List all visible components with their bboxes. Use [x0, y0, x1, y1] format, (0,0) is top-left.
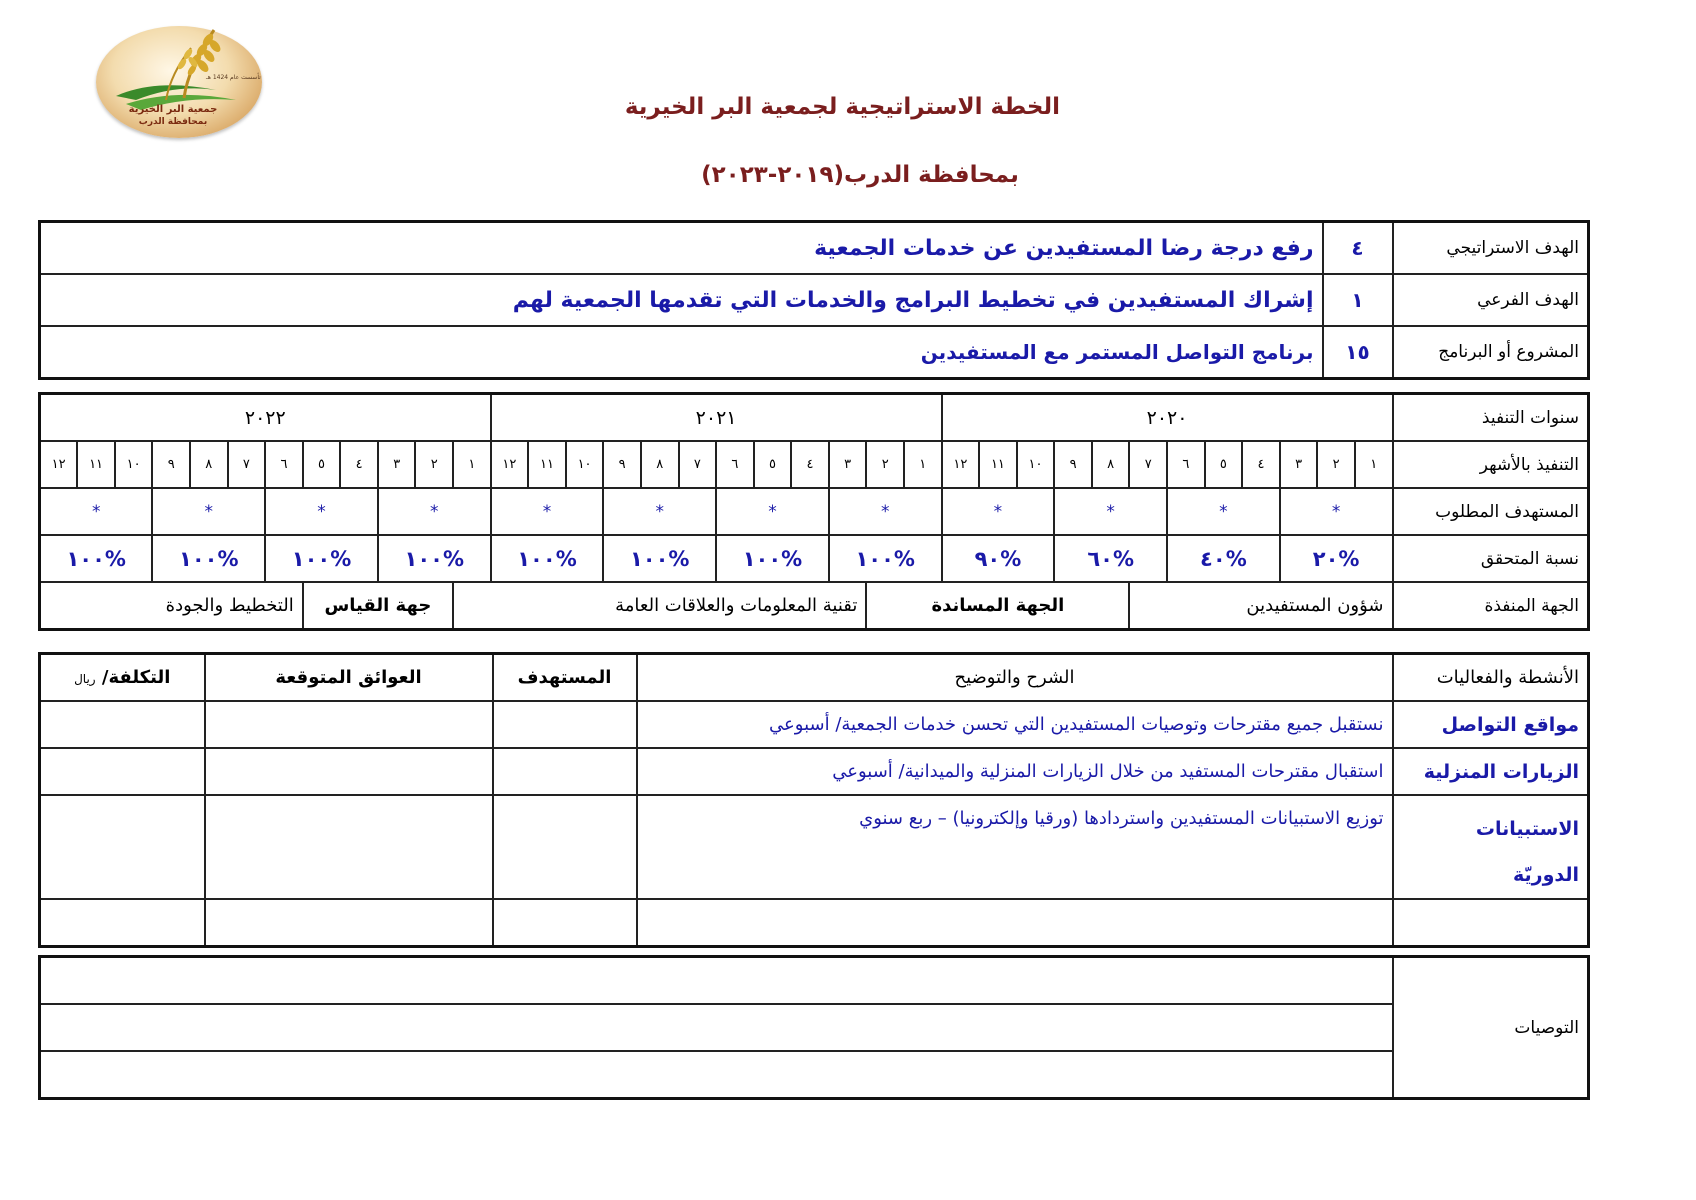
- target-mark: *: [603, 488, 716, 535]
- logo: [96, 18, 262, 140]
- month-cell: ١: [1355, 441, 1393, 488]
- month-cell: ١٢: [942, 441, 980, 488]
- years-row: [40, 394, 1589, 442]
- activity-row: [40, 701, 1589, 748]
- measure-value: التخطيط والجودة: [40, 582, 303, 630]
- support-value: تقنية المعلومات والعلاقات العامة: [453, 582, 866, 630]
- month-cell: ١٠: [115, 441, 153, 488]
- activity-cost: [40, 748, 205, 795]
- activity-target: [493, 701, 637, 748]
- month-cell: ١٢: [491, 441, 529, 488]
- activities-table: [38, 652, 1590, 948]
- month-cell: ٤: [340, 441, 378, 488]
- achieved-percent: %٩٠: [942, 535, 1055, 582]
- strategic-goal-number: ٤: [1323, 222, 1393, 275]
- project-row: [40, 326, 1589, 379]
- executor-value: شؤون المستفيدين: [1129, 582, 1392, 630]
- target-label: المستهدف المطلوب: [1393, 488, 1589, 535]
- month-cell: ٧: [228, 441, 266, 488]
- target-mark: *: [265, 488, 378, 535]
- cost-unit: ريال: [74, 672, 96, 686]
- month-cell: ٥: [303, 441, 341, 488]
- strategic-goal-text: رفع درجة رضا المستفيدين عن خدمات الجمعية: [40, 222, 1323, 275]
- month-cell: ٨: [641, 441, 679, 488]
- goals-table: [38, 220, 1590, 380]
- activity-obstacles: [205, 701, 493, 748]
- sub-goal-number: ١: [1323, 274, 1393, 326]
- page-subtitle: بمحافظة الدرب(٢٠١٩-٢٠٢٣): [701, 162, 1019, 188]
- year-cell: ٢٠٢١: [491, 394, 942, 442]
- activity-row: [40, 748, 1589, 795]
- target-mark: *: [942, 488, 1055, 535]
- strategic-goal-row: [40, 222, 1589, 275]
- activity-row: [40, 795, 1589, 899]
- month-cell: ١: [904, 441, 942, 488]
- month-cell: ٥: [754, 441, 792, 488]
- year-cell: ٢٠٢٢: [40, 394, 491, 442]
- month-cell: ١٢: [40, 441, 78, 488]
- activity-name-line2: الدوريّة: [1512, 864, 1579, 886]
- month-cell: ٦: [1167, 441, 1205, 488]
- measure-label: جهة القياس: [303, 582, 453, 630]
- responsibility-row: [40, 582, 1589, 630]
- target-mark: *: [1054, 488, 1167, 535]
- activity-desc: [637, 899, 1393, 947]
- achieved-percent: %١٠٠: [40, 535, 153, 582]
- explanation-header: الشرح والتوضيح: [637, 654, 1393, 702]
- month-cell: ٩: [152, 441, 190, 488]
- activity-target: [493, 795, 637, 899]
- month-cell: ٦: [265, 441, 303, 488]
- achieved-percent: %١٠٠: [378, 535, 491, 582]
- month-cell: ٩: [1054, 441, 1092, 488]
- achieved-percent: %١٠٠: [829, 535, 942, 582]
- activities-header: الأنشطة والفعاليات: [1393, 654, 1589, 702]
- achieved-percent: %٦٠: [1054, 535, 1167, 582]
- months-row: [40, 441, 1589, 488]
- achieved-percent: %١٠٠: [603, 535, 716, 582]
- obstacles-header: العوائق المتوقعة: [205, 654, 493, 702]
- activity-target: [493, 899, 637, 947]
- recommendation-line: [40, 957, 1393, 1005]
- activity-target: [493, 748, 637, 795]
- month-cell: ١: [453, 441, 491, 488]
- month-cell: ١١: [77, 441, 115, 488]
- target-mark: *: [716, 488, 829, 535]
- month-cell: ٣: [1280, 441, 1318, 488]
- month-cell: ١١: [528, 441, 566, 488]
- sub-goal-label: الهدف الفرعي: [1393, 274, 1589, 326]
- activity-name: الزيارات المنزلية: [1393, 748, 1589, 795]
- activity-name: [1393, 795, 1589, 899]
- target-mark: *: [152, 488, 265, 535]
- month-cell: ٣: [378, 441, 416, 488]
- achieved-percent: %٤٠: [1167, 535, 1280, 582]
- month-cell: ٧: [679, 441, 717, 488]
- activity-row-empty: [40, 899, 1589, 947]
- achieved-percent: %١٠٠: [152, 535, 265, 582]
- activity-obstacles: [205, 899, 493, 947]
- activity-desc: استقبال مقترحات المستفيد من خلال الزيارات المنزلية والميدانية/ أسبوعي: [637, 748, 1393, 795]
- cost-header: [40, 654, 205, 702]
- activity-name: [1393, 899, 1589, 947]
- month-cell: ٢: [866, 441, 904, 488]
- recommendation-line: [40, 1051, 1393, 1099]
- recommendation-line: [40, 1004, 1393, 1051]
- target-mark: *: [829, 488, 942, 535]
- month-cell: ١١: [979, 441, 1017, 488]
- recommendations-table: [38, 955, 1590, 1100]
- target-mark: *: [491, 488, 604, 535]
- target-mark: *: [1280, 488, 1393, 535]
- activity-name: مواقع التواصل: [1393, 701, 1589, 748]
- page-title: الخطة الاستراتيجية لجمعية البر الخيرية: [624, 94, 1060, 120]
- strategic-goal-label: الهدف الاستراتيجي: [1393, 222, 1589, 275]
- activity-cost: [40, 899, 205, 947]
- achieved-label: نسبة المتحقق: [1393, 535, 1589, 582]
- activity-cost: [40, 701, 205, 748]
- sub-goal-text: إشراك المستفيدين في تخطيط البرامج والخدمات التي تقدمها الجمعية لهم: [40, 274, 1323, 326]
- achieved-percent: %١٠٠: [491, 535, 604, 582]
- achieved-percent: %١٠٠: [716, 535, 829, 582]
- years-label: سنوات التنفيذ: [1393, 394, 1589, 442]
- year-cell: ٢٠٢٠: [942, 394, 1393, 442]
- logo-established: تأسست عام 1424 هـ: [206, 74, 261, 81]
- month-cell: ٨: [1092, 441, 1130, 488]
- achieved-row: [40, 535, 1589, 582]
- month-cell: ٥: [1205, 441, 1243, 488]
- cost-header-label: التكلفة/: [101, 667, 171, 688]
- achieved-percent: %١٠٠: [265, 535, 378, 582]
- sub-goal-row: [40, 274, 1589, 326]
- month-cell: ٨: [190, 441, 228, 488]
- activity-cost: [40, 795, 205, 899]
- target-mark: *: [378, 488, 491, 535]
- month-cell: ٤: [791, 441, 829, 488]
- month-cell: ٩: [603, 441, 641, 488]
- month-cell: ٣: [829, 441, 867, 488]
- target-mark: *: [40, 488, 153, 535]
- target-mark: *: [1167, 488, 1280, 535]
- month-cell: ١٠: [566, 441, 604, 488]
- month-cell: ١٠: [1017, 441, 1055, 488]
- project-label: المشروع أو البرنامج: [1393, 326, 1589, 379]
- target-row: [40, 488, 1589, 535]
- activity-desc: نستقبل جميع مقترحات وتوصيات المستفيدين التي تحسن خدمات الجمعية/ أسبوعي: [637, 701, 1393, 748]
- month-cell: ٤: [1242, 441, 1280, 488]
- recommendations-label: التوصيات: [1393, 957, 1589, 1099]
- months-label: التنفيذ بالأشهر: [1393, 441, 1589, 488]
- month-cell: ٧: [1129, 441, 1167, 488]
- activity-obstacles: [205, 748, 493, 795]
- logo-name-line2: بمحافظة الدرب: [138, 117, 208, 127]
- activity-obstacles: [205, 795, 493, 899]
- support-label: الجهة المساندة: [866, 582, 1129, 630]
- activity-name-line1: الاستبيانات: [1475, 818, 1579, 840]
- executor-label: الجهة المنفذة: [1393, 582, 1589, 630]
- month-cell: ٢: [1317, 441, 1355, 488]
- month-cell: ٦: [716, 441, 754, 488]
- project-text: برنامج التواصل المستمر مع المستفيدين: [40, 326, 1323, 379]
- activity-desc: توزيع الاستبيانات المستفيدين واستردادها (ورقيا وإلكترونيا) – ربع سنوي: [637, 795, 1393, 899]
- schedule-table: [38, 392, 1590, 631]
- target-header: المستهدف: [493, 654, 637, 702]
- logo-name-line1: جمعية البر الخيرية: [128, 104, 218, 115]
- project-number: ١٥: [1323, 326, 1393, 379]
- month-cell: ٢: [415, 441, 453, 488]
- activities-header-row: [40, 654, 1589, 702]
- achieved-percent: %٢٠: [1280, 535, 1393, 582]
